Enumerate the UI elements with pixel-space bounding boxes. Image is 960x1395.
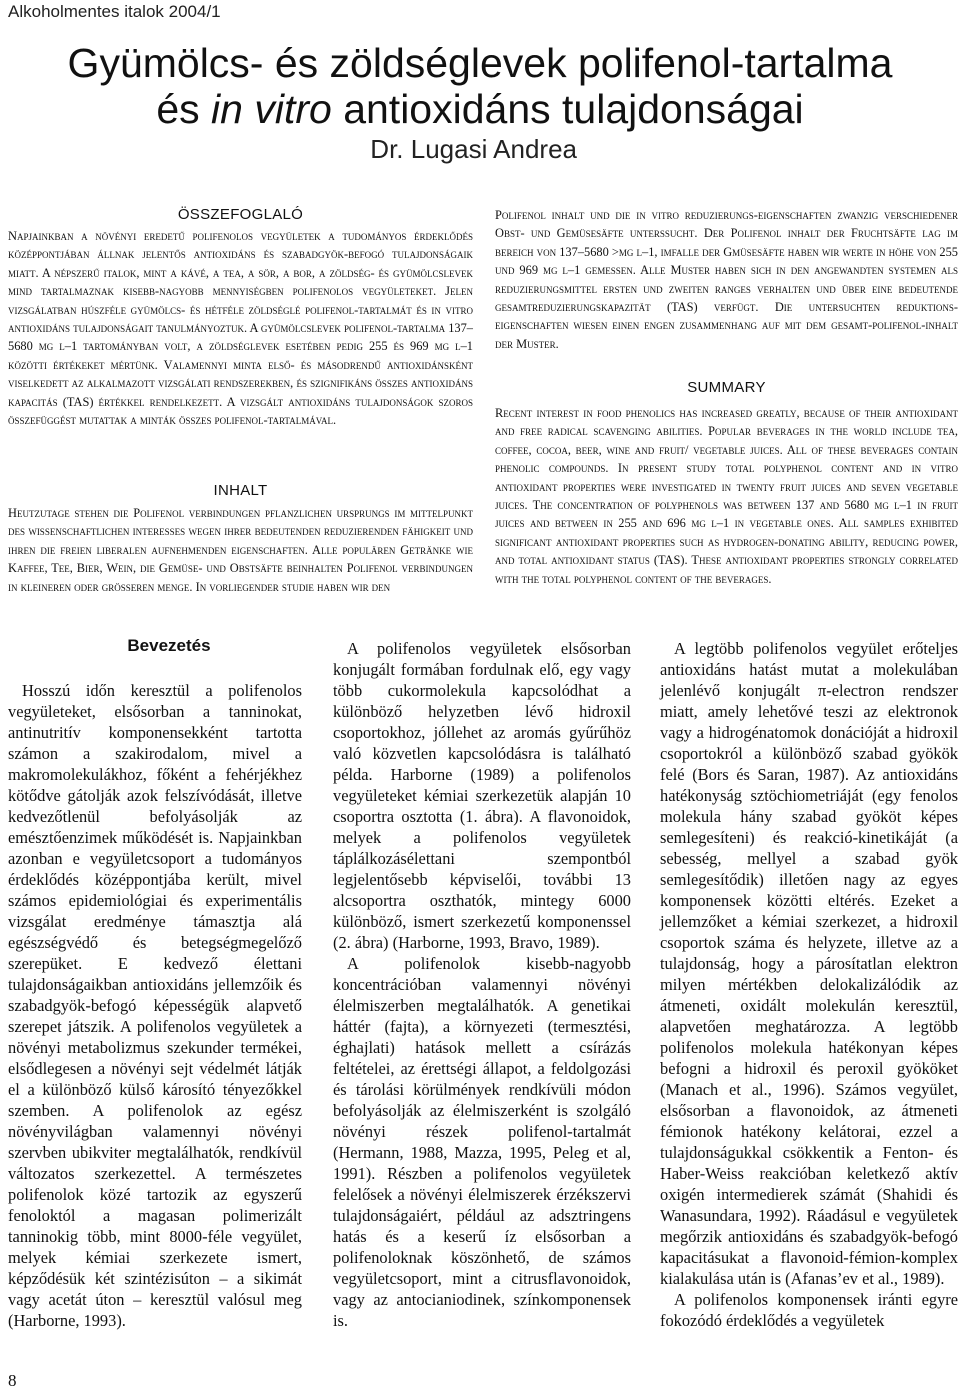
bevezetes-heading: Bevezetés [127, 636, 211, 655]
title-line-2-suffix: antioxidáns tulajdonságai [331, 86, 804, 132]
osszefoglalo-text: Napjainkban a növényi eredetű polifenolos vegyületek a tudományos érdeklődés középpontjában állnak jelentős antioxidáns és szabadgyök-befogó tulajdonságaik miatt. A népszerű italok, mint a kávé, a tea, a sör, a bor, a zöldség- és gyümölcslevek mind tartalmaznak kisebb-nagyobb mennyiségben polifenolos vegyületeket. Jelen vizsgálatban húszféle gyümölcs- és hétféle zöldséglé polifenol-tartalmát és in vitro antioxidáns tulajdonságait tanulmányoztuk. A gyümölcslevek polifenol-tartalma 137–5680 mg l–1 tartományban volt, a zöldséglevek esetében pedig 255 és 969 mg l–1 közötti értékeket mértünk. Valamennyi minta első- és másodrendű antioxidánsként viselkedett az alkalmazott vizsgálati rendszerekben, és szignifikáns összes antioxidáns kapacitás (TAS) értékkel rendelkezett. A vizsgált antioxidáns tulajdonságok szoros összefüggést mutattak a minták összes polifenol-tartalmával. [8, 229, 473, 428]
paragraph: Hosszú időn keresztül a polifenolos vegyületeket, elsősorban a tanninokat, antinutritív komponensekként tartotta számon a szakirodalom, mivel a makromolekulákhoz, főként a fehérjékhez kötődve gátolják azok felszívódását, illetve kedvezőtlenül befolyásolják az emésztőenzimek működését is. Napjainkban azonban e vegyületcsoport a tudományos érdeklődés középpontjába került, mivel számos epidemiológiai és experimentális vizsgálat eredménye támasztja alá egészségvédő és betegségmegelőző szerepüket. E kedvező élettani tulajdonságaikban antioxidáns jellemzőik és szabadgyök-befogó képességük alapvető szerepet játszik. A polifenolos vegyületek a növényi metabolizmus szekunder termékei, elsődlegesen a növényi sejt védelmét látják el a különböző külső károsító tényezőkkel szemben. A polifenolok az egész növényvilágban valamennyi növényi szervben ubikviter megtalálhatók, rendkívül változatos szerkezettel. A természetes polifenolok közé tartozik az egyszerű fenoloktól a magasan polimerizált tanninokig több, mint 8000-féle vegyület, melyek kémiai szerkezete ismert, képződésük két szintézisúton – a sikimát vagy acetát úton – keresztül valósul meg (Harborne, 1993). [8, 681, 302, 1330]
article-title [0, 40, 960, 132]
title-line-2-italic: in vitro [211, 86, 332, 132]
title-line-2-prefix: és [156, 86, 212, 132]
title-line-1: Gyümölcs- és zöldséglevek polifenol-tartalma [67, 40, 893, 86]
journal-name: Alkoholmentes italok 2004/1 [8, 2, 221, 21]
paragraph: A polifenolos vegyületek elsősorban konjugált formában fordulnak elő, egy vagy több cukormolekula kapcsolódhat a különböző helyzetben lévő hidroxil csoportokhoz, jóllehet az aromás gyűrűhöz való közvetlen kapcsolódásra is található példa. Harborne (1989) a polifenolos vegyületeket kémiai szerkezetük alapján 10 csoportra osztotta (1. ábra). A flavonoidok, melyek a polifenolos vegyületek táplálkozásélettani szempontból legjelentősebb képviselői, további 13 alcsoportra oszthatók, mintegy 6000 különböző, ismert szerkezetű komponenssel (2. ábra) (Harborne, 1993, Bravo, 1989). [333, 639, 631, 952]
author: Dr. Lugasi Andrea [370, 134, 577, 164]
summary-text: Recent interest in food phenolics has increased greatly, because of their antioxidant and free radical scavenging abilities. Popular beverages in the world include tea, coffee, cocoa, beer, wine and fruit/ vegetable juices. All of these beverages contain phenolic compounds. In present study total polyphenol content and in vitro antioxidant properties were investigated in twenty fruit juices and seven vegetable juices. The concentration of polyphenols was between 137 and 5680 mg l–1 in fruit juices and between in 255 and 696 mg l–1 in vegetable ones. All samples exhibited significant antioxidant properties such as hydrogen-donating ability, reducing power, and total antioxidant status (TAS). These antioxidant properties strongly correlated with the total polyphenol content of the beverages. [495, 406, 958, 586]
paragraph: A polifenolok kisebb-nagyobb koncentrációban valamennyi növényi élelmiszerben megtalálhatók. A genetikai háttér (fajta), a környezeti (termesztési, éghajlati) hatások mellett a csírázás feltételei, az érettségi állapot, a feldolgozási és tárolási körülmények rendkívüli módon befolyásolják az élelmiszerként is szolgáló növényi részek polifenol-tartalmát (Hermann, 1988, Mazza, 1995, Peleg et al, 1991). Részben a polifenolos vegyületek felelősek a növényi élelmiszerek érzékszervi tulajdonságaiért, például az adsztringens hatás és a keserű íz elsősorban a polifenoloknak köszönhető, de számos vegyületcsoport, mint a citrusflavonoidok, vagy az antocianiodinek, színkomponensek is. [333, 954, 631, 1330]
body-column-1 [8, 680, 302, 1331]
body-column-3 [660, 638, 958, 1331]
summary-heading: SUMMARY [687, 379, 766, 396]
osszefoglalo-heading: ÖSSZEFOGLALÓ [177, 206, 304, 223]
inhalt-heading: INHALT [213, 482, 268, 499]
paragraph: A polifenolos komponensek iránti egyre fokozódó érdeklődés a vegyületek [660, 1290, 958, 1330]
page-number: 8 [8, 1371, 17, 1390]
body-column-2 [333, 638, 631, 1331]
paragraph: A legtöbb polifenolos vegyület erőteljes antioxidáns hatást mutat a molekulában jelenlévő konjugált π-electron rendszer miatt, amely lehetővé teszi az elektronok vagy a hidrogénatomok donációját a hidroxil csoportokról a különböző szabad gyökök felé (Bors és Saran, 1987). Az antioxidáns hatékonyság sztöchiometriáját (egy fenolos molekula hány szabad gyököt képes semlegesíteni) és reakció-kinetikáját (a sebesség, mellyel a szabad gyök semlegesítődik) illetően nagy az egyes komponensek közötti eltérés. Ezeket a jellemzőket a kémiai szerkezet, a hidroxil csoportok száma és helyzete, illetve az a tulajdonság, hogy a párosítatlan elektron milyen mértékben delokalizálódik az átmeneti, oxidált molekulán keresztül, alapvetően meghatározza. A legtöbb polifenolos molekula hatékonyan képes befogni a hidroxil és peroxil gyököket (Manach et al., 1996). Számos vegyület, elsősorban a flavonoidok, az átmeneti fémionok hatékony kelátorai, ezzel a tulajdonságukkal csökkentik a Fenton- és Haber-Weiss reakcióban keletkező aktív oxigén intermedierek számát (Shahidi és Wanasundara, 1992). Ráadásul e vegyületek megőrzik antioxidáns és szabadgyök-befogó kapacitásukat a flavonoid-fémion-komplex kialakulása után is (Afanas’ev et al., 1989). [660, 639, 958, 1288]
inhalt-text-part2: Polifenol inhalt und die in vitro reduzierungs-eigenschaften zwanzig verschiedener Obst- und Gemüsesäfte unterssucht. Der Polifenol inhalt der Fruchtsäfte lag im bereich von 137–5680 >mg l–1, imfalle der Gmüsesäfte haben wir werte in höhe von 255 und 969 mg l–1 gemessen. Alle Muster haben sich in den angewandten systemen als reduzierungsmittel ersten und zweiten ranges verhalten und über eine bedeutende gesamtreduzierungskapazität (TAS) verfügt. Die untersuchten reduktions-eigenschaften wiesen einen engen zusammenhang auf mit dem gesamt-polifenol-inhalt der Muster. [495, 208, 958, 351]
inhalt-text-part1: Heutzutage stehen die Polifenol verbindungen pflanzlichen ursprungs im mittelpunkt des wissenschaftlichen interesses wegen ihrer bedeutenden reduzierenden fähigkeit und ihren die freien liberalen aufnehmenden eigenschaften. Alle populären Getränke wie Kaffee, Tee, Bier, Wein, die Gemüse- und Obstsäfte beinhalten Polifenol verbindungen in kleineren oder grösseren menge. In vorliegender studie haben wir den [8, 506, 473, 594]
